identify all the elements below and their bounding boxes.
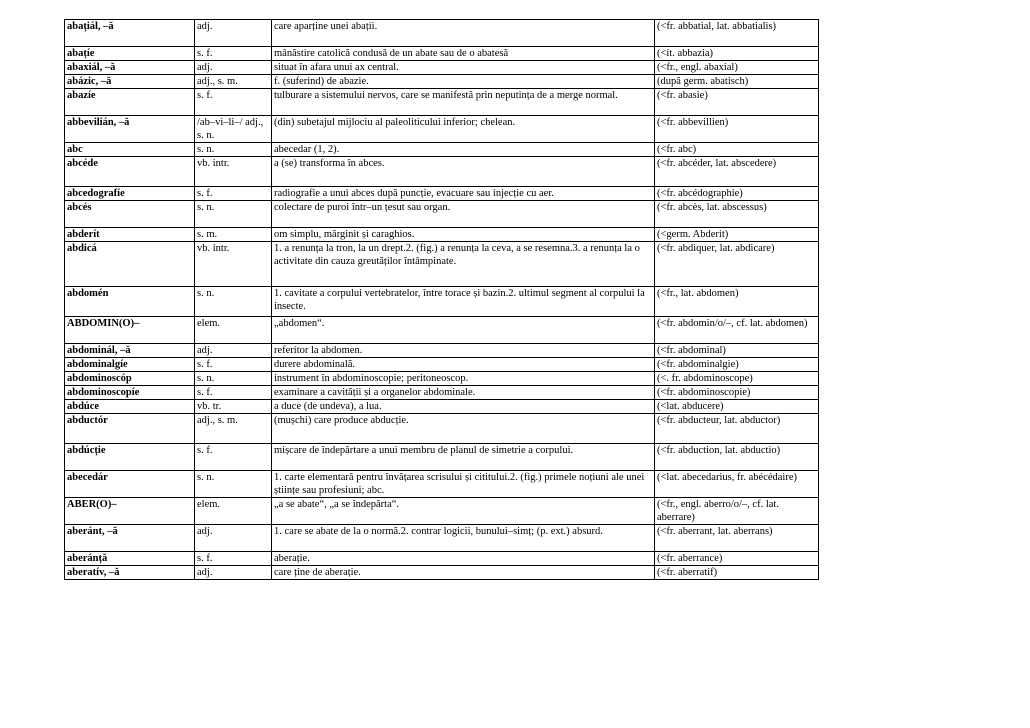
entry-term: aberánt, –ă <box>65 525 195 552</box>
entry-term: abázic, –ă <box>65 75 195 89</box>
entry-etymology: (<fr. abdominal) <box>655 344 819 358</box>
entry-grammar: s. f. <box>195 47 272 61</box>
entry-term: abdomén <box>65 287 195 317</box>
entry-definition: radiografie a unui abces după puncție, evacuare sau injecție cu aer. <box>272 187 655 201</box>
entry-grammar: s. f. <box>195 358 272 372</box>
entry-grammar: vb. intr. <box>195 157 272 187</box>
entry-definition: om simplu, mărginit și caraghios. <box>272 228 655 242</box>
entry-term: abdúcție <box>65 444 195 471</box>
entry-etymology: (<lat. abducere) <box>655 400 819 414</box>
entry-definition: f. (suferind) de abazie. <box>272 75 655 89</box>
entry-term: abdominál, –ă <box>65 344 195 358</box>
entry-definition: examinare a cavității și a organelor abdominale. <box>272 386 655 400</box>
entry-grammar: s. f. <box>195 552 272 566</box>
dictionary-body <box>65 20 819 580</box>
entry-grammar: s. f. <box>195 187 272 201</box>
entry-grammar: adj. <box>195 344 272 358</box>
entry-grammar: s. n. <box>195 201 272 228</box>
dictionary-row <box>65 187 819 201</box>
entry-grammar: s. n. <box>195 471 272 498</box>
entry-etymology: (<fr., engl. abaxial) <box>655 61 819 75</box>
dictionary-row <box>65 157 819 187</box>
entry-definition: care ține de aberație. <box>272 566 655 580</box>
entry-grammar: elem. <box>195 317 272 344</box>
entry-definition: mânăstire catolică condusă de un abate sau de o abatesă <box>272 47 655 61</box>
entry-definition: mișcare de îndepărtare a unui membru de planul de simetrie a corpului. <box>272 444 655 471</box>
entry-etymology: (<fr. abdominalgie) <box>655 358 819 372</box>
entry-definition: durere abdominală. <box>272 358 655 372</box>
entry-definition: instrument în abdominoscopie; peritoneoscop. <box>272 372 655 386</box>
entry-term: abcedografíe <box>65 187 195 201</box>
dictionary-row <box>65 444 819 471</box>
entry-term: ABER(O)– <box>65 498 195 525</box>
entry-etymology: (<fr. aberrance) <box>655 552 819 566</box>
entry-grammar: adj. <box>195 525 272 552</box>
entry-grammar: adj. <box>195 61 272 75</box>
entry-definition: 1. cavitate a corpului vertebratelor, între torace și bazin.2. ultimul segment al corpului la insecte. <box>272 287 655 317</box>
entry-etymology: (<fr. aberratif) <box>655 566 819 580</box>
entry-etymology: (<lat. abecedarius, fr. abécédaire) <box>655 471 819 498</box>
entry-term: abcéde <box>65 157 195 187</box>
entry-definition: referitor la abdomen. <box>272 344 655 358</box>
entry-etymology: (<fr. abducteur, lat. abductor) <box>655 414 819 444</box>
entry-term: abecedár <box>65 471 195 498</box>
entry-term: abaxiál, –ă <box>65 61 195 75</box>
entry-definition: care aparține unei abații. <box>272 20 655 47</box>
dictionary-row <box>65 358 819 372</box>
dictionary-row <box>65 400 819 414</box>
dictionary-row <box>65 287 819 317</box>
entry-etymology: (<. fr. abdominoscope) <box>655 372 819 386</box>
dictionary-row <box>65 20 819 47</box>
entry-etymology: (<fr. abasie) <box>655 89 819 116</box>
dictionary-row <box>65 61 819 75</box>
entry-etymology: (<fr. abdominoscopie) <box>655 386 819 400</box>
entry-etymology: (<fr. abdiquer, lat. abdicare) <box>655 242 819 287</box>
entry-etymology: (<it. abbazia) <box>655 47 819 61</box>
entry-definition: tulburare a sistemului nervos, care se manifestă prin neputința de a merge normal. <box>272 89 655 116</box>
entry-grammar: s. f. <box>195 386 272 400</box>
entry-grammar: s. n. <box>195 372 272 386</box>
entry-term: aberatív, –ă <box>65 566 195 580</box>
entry-term: abdominoscopíe <box>65 386 195 400</box>
dictionary-row <box>65 47 819 61</box>
entry-term: abdicá <box>65 242 195 287</box>
entry-grammar: /ab–vi–li–/ adj., s. n. <box>195 116 272 143</box>
entry-etymology: (<fr. abcédographie) <box>655 187 819 201</box>
dictionary-row <box>65 201 819 228</box>
entry-term: abcés <box>65 201 195 228</box>
entry-term: abazíe <box>65 89 195 116</box>
entry-definition: abecedar (1, 2). <box>272 143 655 157</box>
dictionary-row <box>65 143 819 157</box>
entry-definition: (mușchi) care produce abducție. <box>272 414 655 444</box>
dictionary-row <box>65 89 819 116</box>
entry-grammar: vb. tr. <box>195 400 272 414</box>
entry-term: abductór <box>65 414 195 444</box>
entry-etymology: (<fr. abdomin/o/–, cf. lat. abdomen) <box>655 317 819 344</box>
entry-etymology: (<fr. abbevillien) <box>655 116 819 143</box>
entry-etymology: (<fr. abcès, lat. abscessus) <box>655 201 819 228</box>
dictionary-row <box>65 116 819 143</box>
dictionary-row <box>65 242 819 287</box>
entry-definition: 1. a renunța la tron, la un drept.2. (fig.) a renunța la ceva, a se resemna.3. a renunța la o activitate din cauza greutăților întâmpinate. <box>272 242 655 287</box>
entry-grammar: elem. <box>195 498 272 525</box>
entry-etymology: (<fr. abcéder, lat. abscedere) <box>655 157 819 187</box>
dictionary-row <box>65 552 819 566</box>
dictionary-row <box>65 471 819 498</box>
entry-term: abderít <box>65 228 195 242</box>
entry-grammar: adj., s. m. <box>195 414 272 444</box>
entry-term: ABDOMIN(O)– <box>65 317 195 344</box>
entry-grammar: s. n. <box>195 287 272 317</box>
entry-grammar: adj., s. m. <box>195 75 272 89</box>
entry-definition: „abdomen“. <box>272 317 655 344</box>
dictionary-row <box>65 344 819 358</box>
entry-grammar: vb. intr. <box>195 242 272 287</box>
dictionary-row <box>65 372 819 386</box>
entry-etymology: (<fr. aberrant, lat. aberrans) <box>655 525 819 552</box>
dictionary-row <box>65 228 819 242</box>
entry-term: abbevilián, –ă <box>65 116 195 143</box>
entry-grammar: s. f. <box>195 89 272 116</box>
entry-definition: aberație. <box>272 552 655 566</box>
entry-etymology: (<fr. abduction, lat. abductio) <box>655 444 819 471</box>
entry-etymology: (<fr. abbatial, lat. abbatialis) <box>655 20 819 47</box>
entry-term: aberánță <box>65 552 195 566</box>
entry-grammar: s. f. <box>195 444 272 471</box>
entry-term: abdominoscóp <box>65 372 195 386</box>
entry-etymology: (<fr. abc) <box>655 143 819 157</box>
entry-definition: (din) subetajul mijlociu al paleoliticului inferior; chelean. <box>272 116 655 143</box>
entry-term: abc <box>65 143 195 157</box>
entry-definition: colectare de puroi într–un țesut sau organ. <box>272 201 655 228</box>
entry-term: abdúce <box>65 400 195 414</box>
entry-grammar: s. n. <box>195 143 272 157</box>
entry-grammar: s. m. <box>195 228 272 242</box>
dictionary-row <box>65 525 819 552</box>
dictionary-row <box>65 317 819 344</box>
entry-definition: a (se) transforma în abces. <box>272 157 655 187</box>
dictionary-table <box>64 19 819 580</box>
entry-etymology: (după germ. abatisch) <box>655 75 819 89</box>
entry-definition: a duce (de undeva), a lua. <box>272 400 655 414</box>
dictionary-row <box>65 75 819 89</box>
entry-definition: 1. carte elementară pentru învățarea scrisului și cititului.2. (fig.) primele noțiuni ale unei științe sau profesiuni; abc. <box>272 471 655 498</box>
entry-term: abdominalgíe <box>65 358 195 372</box>
entry-definition: situat în afara unui ax central. <box>272 61 655 75</box>
entry-term: abațiál, –ă <box>65 20 195 47</box>
entry-term: abațíe <box>65 47 195 61</box>
dictionary-row <box>65 386 819 400</box>
entry-etymology: (<fr., lat. abdomen) <box>655 287 819 317</box>
entry-etymology: (<germ. Abderit) <box>655 228 819 242</box>
dictionary-row <box>65 498 819 525</box>
entry-definition: „a se abate“, „a se îndepărta“. <box>272 498 655 525</box>
dictionary-row <box>65 566 819 580</box>
entry-grammar: adj. <box>195 566 272 580</box>
dictionary-row <box>65 414 819 444</box>
entry-etymology: (<fr., engl. aberro/o/–, cf. lat. aberrare) <box>655 498 819 525</box>
entry-definition: 1. care se abate de la o normă.2. contrar logicii, bunului–simț; (p. ext.) absurd. <box>272 525 655 552</box>
entry-grammar: adj. <box>195 20 272 47</box>
